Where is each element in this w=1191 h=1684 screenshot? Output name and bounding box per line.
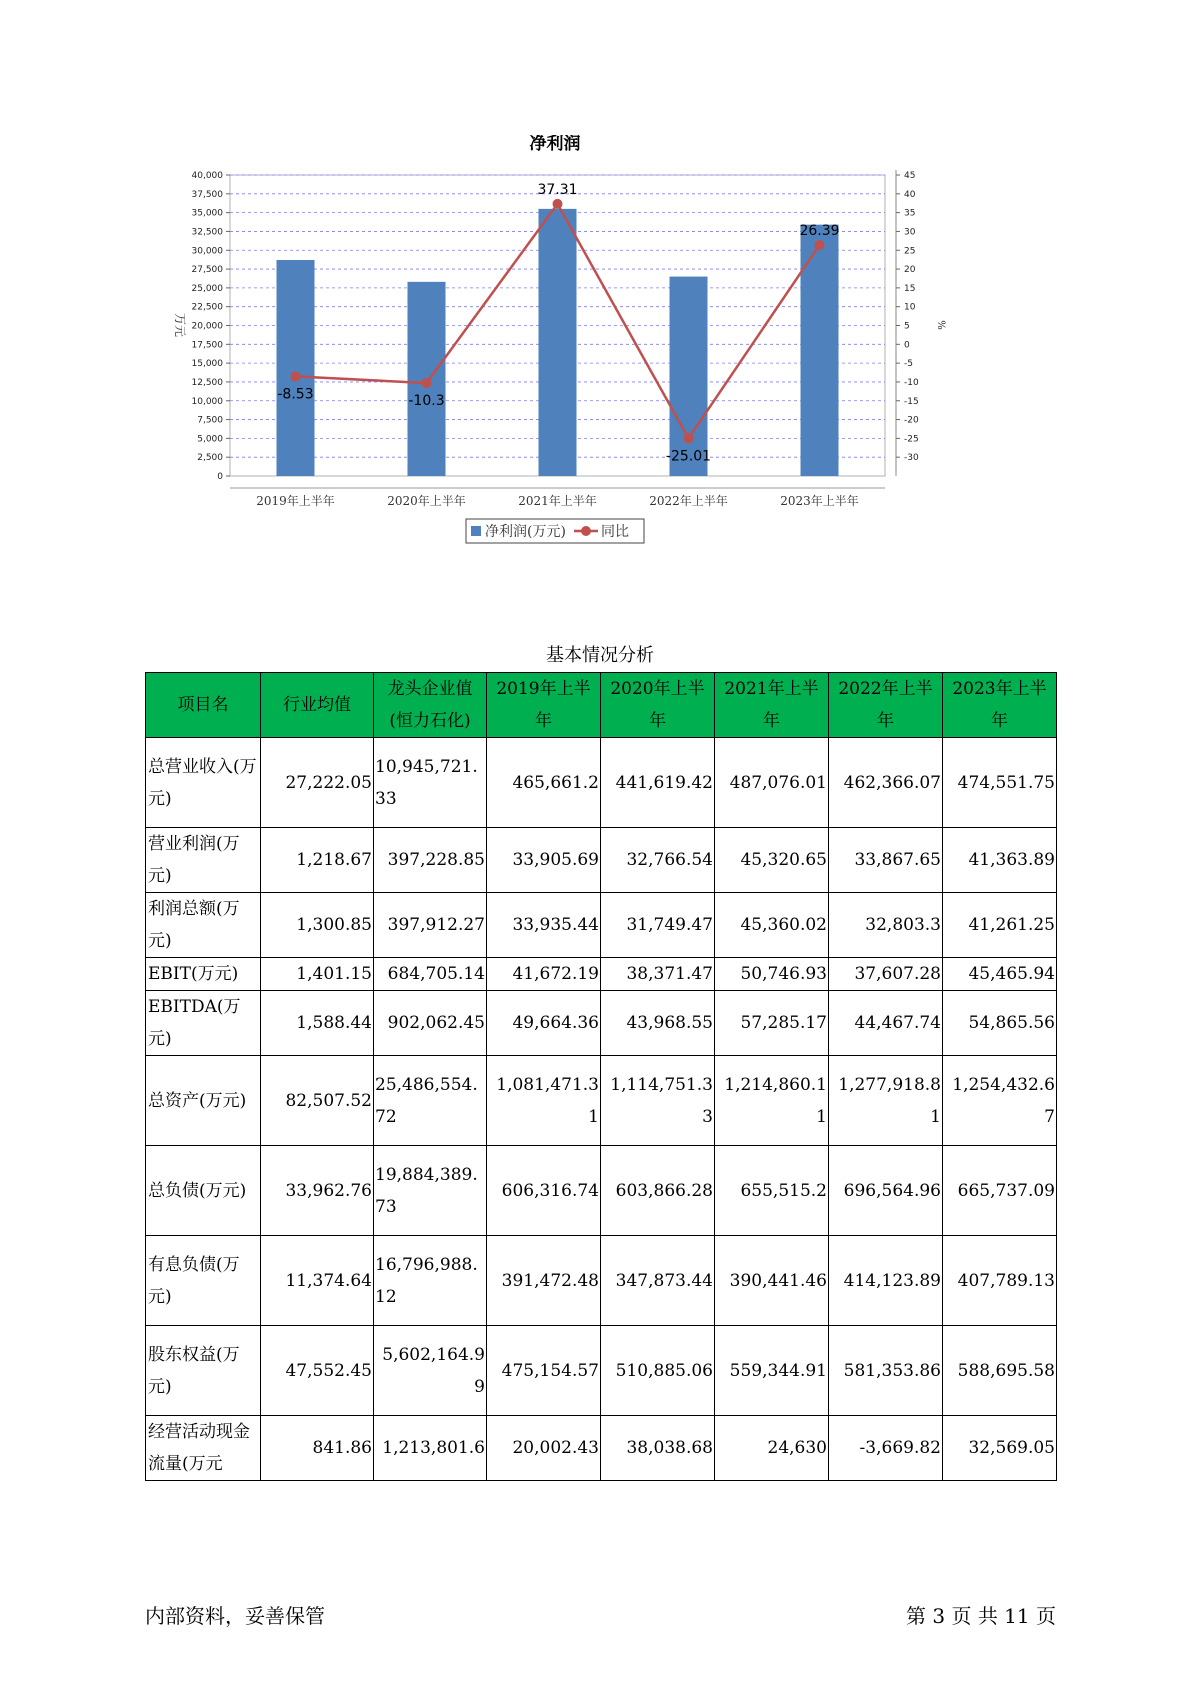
table-cell: 44,467.74 xyxy=(829,991,943,1056)
table-cell: 38,038.68 xyxy=(601,1416,715,1481)
y-tick-label: 35,000 xyxy=(191,208,223,219)
y2-tick-label: 20 xyxy=(904,265,916,276)
y2-tick-label: 10 xyxy=(904,302,916,313)
table-cell: 33,935.44 xyxy=(487,893,601,958)
table-cell: 1,588.44 xyxy=(261,991,374,1056)
row-label: 有息负债(万元) xyxy=(146,1236,261,1326)
table-cell: 24,630 xyxy=(715,1416,829,1481)
table-cell: 57,285.17 xyxy=(715,991,829,1056)
row-label: EBIT(万元) xyxy=(146,958,261,991)
table-cell: 588,695.58 xyxy=(943,1326,1057,1416)
yoy-point xyxy=(815,240,825,250)
yoy-data-label: -25.01 xyxy=(665,448,712,465)
y-tick-label: 0 xyxy=(217,472,223,482)
yoy-point xyxy=(291,371,301,381)
table-cell: 696,564.96 xyxy=(829,1146,943,1236)
column-header: 2020年上半年 xyxy=(601,673,715,738)
y2-tick-label: -5 xyxy=(904,359,913,370)
y2-axis-label: % xyxy=(935,320,946,330)
bar-net-profit xyxy=(539,209,577,476)
y2-tick-label: -10 xyxy=(904,377,919,388)
table-cell: 27,222.05 xyxy=(261,738,374,828)
yoy-data-label: -10.3 xyxy=(408,393,445,410)
y2-tick-label: 40 xyxy=(904,189,916,200)
chart-title: 净利润 xyxy=(529,135,581,154)
footer-page-number: 第 3 页 共 11 页 xyxy=(906,1604,1056,1628)
table-cell: 20,002.43 xyxy=(487,1416,601,1481)
table-cell: 390,441.46 xyxy=(715,1236,829,1326)
table-cell: 581,353.86 xyxy=(829,1326,943,1416)
table-cell: 510,885.06 xyxy=(601,1326,715,1416)
yoy-point xyxy=(553,199,563,209)
table-cell: 1,081,471.31 xyxy=(487,1056,601,1146)
x-tick-label: 2022年上半年 xyxy=(649,494,728,508)
table-cell: -3,669.82 xyxy=(829,1416,943,1481)
table-cell: 45,360.02 xyxy=(715,893,829,958)
y2-tick-label: 35 xyxy=(904,208,916,219)
row-label: 股东权益(万元) xyxy=(146,1326,261,1416)
y-tick-label: 22,500 xyxy=(191,302,223,313)
table-header-row xyxy=(146,673,1057,738)
table-cell: 1,300.85 xyxy=(261,893,374,958)
table-cell: 407,789.13 xyxy=(943,1236,1057,1326)
table-cell: 41,672.19 xyxy=(487,958,601,991)
chart-svg xyxy=(150,135,980,595)
table-cell: 5,602,164.99 xyxy=(374,1326,487,1416)
table-row xyxy=(146,1056,1057,1146)
table-cell: 1,254,432.67 xyxy=(943,1056,1057,1146)
y-tick-label: 20,000 xyxy=(191,321,223,332)
table-cell: 474,551.75 xyxy=(943,738,1057,828)
y-tick-label: 27,500 xyxy=(191,265,223,276)
legend-label-line: 同比 xyxy=(601,524,629,540)
bar-net-profit xyxy=(801,225,839,476)
y-tick-label: 5,000 xyxy=(197,434,223,445)
table-cell: 33,905.69 xyxy=(487,828,601,893)
y-tick-label: 15,000 xyxy=(191,359,223,370)
table-row xyxy=(146,738,1057,828)
table-cell: 41,363.89 xyxy=(943,828,1057,893)
y-tick-label: 2,500 xyxy=(197,453,223,464)
table-cell: 397,228.85 xyxy=(374,828,487,893)
y2-tick-label: 25 xyxy=(904,246,916,257)
column-header: 龙头企业值(恒力石化) xyxy=(374,673,487,738)
y2-tick-label: 0 xyxy=(904,340,910,351)
y2-tick-label: -15 xyxy=(904,396,919,407)
table-cell: 902,062.45 xyxy=(374,991,487,1056)
table-cell: 655,515.2 xyxy=(715,1146,829,1236)
y-tick-label: 10,000 xyxy=(191,396,223,407)
table-row xyxy=(146,1326,1057,1416)
y-tick-label: 37,500 xyxy=(191,189,223,200)
row-label: 总负债(万元) xyxy=(146,1146,261,1236)
column-header: 2021年上半年 xyxy=(715,673,829,738)
y-tick-label: 17,500 xyxy=(191,340,223,351)
legend-marker-line xyxy=(581,526,591,536)
table-cell: 38,371.47 xyxy=(601,958,715,991)
table-cell: 16,796,988.12 xyxy=(374,1236,487,1326)
table-cell: 1,214,860.11 xyxy=(715,1056,829,1146)
yoy-data-label: 37.31 xyxy=(537,181,578,198)
table-cell: 10,945,721.33 xyxy=(374,738,487,828)
table-caption: 基本情况分析 xyxy=(546,645,654,666)
table-row xyxy=(146,1236,1057,1326)
table-cell: 50,746.93 xyxy=(715,958,829,991)
table-cell: 559,344.91 xyxy=(715,1326,829,1416)
table-cell: 19,884,389.73 xyxy=(374,1146,487,1236)
table-cell: 841.86 xyxy=(261,1416,374,1481)
row-label: 营业利润(万元) xyxy=(146,828,261,893)
table-cell: 347,873.44 xyxy=(601,1236,715,1326)
net-profit-chart xyxy=(150,135,980,595)
yoy-data-label: -8.53 xyxy=(277,386,314,403)
y-tick-label: 32,500 xyxy=(191,227,223,238)
table-cell: 32,803.3 xyxy=(829,893,943,958)
table-cell: 43,968.55 xyxy=(601,991,715,1056)
row-label: 总营业收入(万元) xyxy=(146,738,261,828)
bar-net-profit xyxy=(277,260,315,476)
y-axis-label: 万元 xyxy=(173,312,187,338)
table-cell: 475,154.57 xyxy=(487,1326,601,1416)
table-row xyxy=(146,1146,1057,1236)
table-cell: 1,114,751.33 xyxy=(601,1056,715,1146)
y2-tick-label: -20 xyxy=(904,415,919,426)
y2-tick-label: 45 xyxy=(904,171,916,181)
yoy-point xyxy=(422,378,432,388)
y2-tick-label: 5 xyxy=(904,321,910,332)
row-label: 经营活动现金流量(万元 xyxy=(146,1416,261,1481)
row-label: 利润总额(万元) xyxy=(146,893,261,958)
table-cell: 462,366.07 xyxy=(829,738,943,828)
table-cell: 603,866.28 xyxy=(601,1146,715,1236)
row-label: 总资产(万元) xyxy=(146,1056,261,1146)
x-tick-label: 2021年上半年 xyxy=(518,494,597,508)
legend-swatch-bar xyxy=(471,526,481,536)
table-row xyxy=(146,893,1057,958)
table-cell: 41,261.25 xyxy=(943,893,1057,958)
table-cell: 665,737.09 xyxy=(943,1146,1057,1236)
bar-net-profit xyxy=(670,277,708,476)
table-cell: 31,749.47 xyxy=(601,893,715,958)
table-cell: 25,486,554.72 xyxy=(374,1056,487,1146)
x-tick-label: 2023年上半年 xyxy=(780,494,859,508)
x-tick-label: 2020年上半年 xyxy=(387,494,466,508)
y2-tick-label: 15 xyxy=(904,283,916,294)
table-cell: 487,076.01 xyxy=(715,738,829,828)
row-label: EBITDA(万元) xyxy=(146,991,261,1056)
table-row xyxy=(146,958,1057,991)
column-header: 2022年上半年 xyxy=(829,673,943,738)
table-cell: 1,218.67 xyxy=(261,828,374,893)
table-row xyxy=(146,828,1057,893)
table-cell: 47,552.45 xyxy=(261,1326,374,1416)
table-cell: 465,661.2 xyxy=(487,738,601,828)
column-header: 行业均值 xyxy=(261,673,374,738)
yoy-point xyxy=(684,433,694,443)
table-cell: 37,607.28 xyxy=(829,958,943,991)
table-cell: 32,766.54 xyxy=(601,828,715,893)
table-cell: 45,320.65 xyxy=(715,828,829,893)
column-header: 项目名 xyxy=(146,673,261,738)
y2-tick-label: 30 xyxy=(904,227,916,238)
table-cell: 45,465.94 xyxy=(943,958,1057,991)
table-cell: 32,569.05 xyxy=(943,1416,1057,1481)
table-cell: 397,912.27 xyxy=(374,893,487,958)
y-tick-label: 40,000 xyxy=(191,171,223,181)
table-cell: 11,374.64 xyxy=(261,1236,374,1326)
table-cell: 49,664.36 xyxy=(487,991,601,1056)
y2-tick-label: -30 xyxy=(904,453,919,464)
table-cell: 391,472.48 xyxy=(487,1236,601,1326)
table-cell: 33,962.76 xyxy=(261,1146,374,1236)
y-tick-label: 25,000 xyxy=(191,283,223,294)
table-cell: 82,507.52 xyxy=(261,1056,374,1146)
yoy-data-label: 26.39 xyxy=(799,223,840,240)
y-tick-label: 12,500 xyxy=(191,377,223,388)
table-cell: 606,316.74 xyxy=(487,1146,601,1236)
table-cell: 1,277,918.81 xyxy=(829,1056,943,1146)
x-tick-label: 2019年上半年 xyxy=(256,494,335,508)
column-header: 2019年上半年 xyxy=(487,673,601,738)
y2-tick-label: -25 xyxy=(904,434,919,445)
table-cell: 1,401.15 xyxy=(261,958,374,991)
basic-analysis-table xyxy=(145,672,1057,1481)
table-cell: 1,213,801.6 xyxy=(374,1416,487,1481)
table-row xyxy=(146,1416,1057,1481)
footer-confidential: 内部资料，妥善保管 xyxy=(145,1604,325,1628)
y-tick-label: 7,500 xyxy=(197,415,223,426)
table-cell: 414,123.89 xyxy=(829,1236,943,1326)
column-header: 2023年上半年 xyxy=(943,673,1057,738)
legend-label-bar: 净利润(万元) xyxy=(485,524,566,540)
table-cell: 54,865.56 xyxy=(943,991,1057,1056)
table-cell: 33,867.65 xyxy=(829,828,943,893)
table-cell: 441,619.42 xyxy=(601,738,715,828)
y-tick-label: 30,000 xyxy=(191,246,223,257)
table-row xyxy=(146,991,1057,1056)
table-cell: 684,705.14 xyxy=(374,958,487,991)
